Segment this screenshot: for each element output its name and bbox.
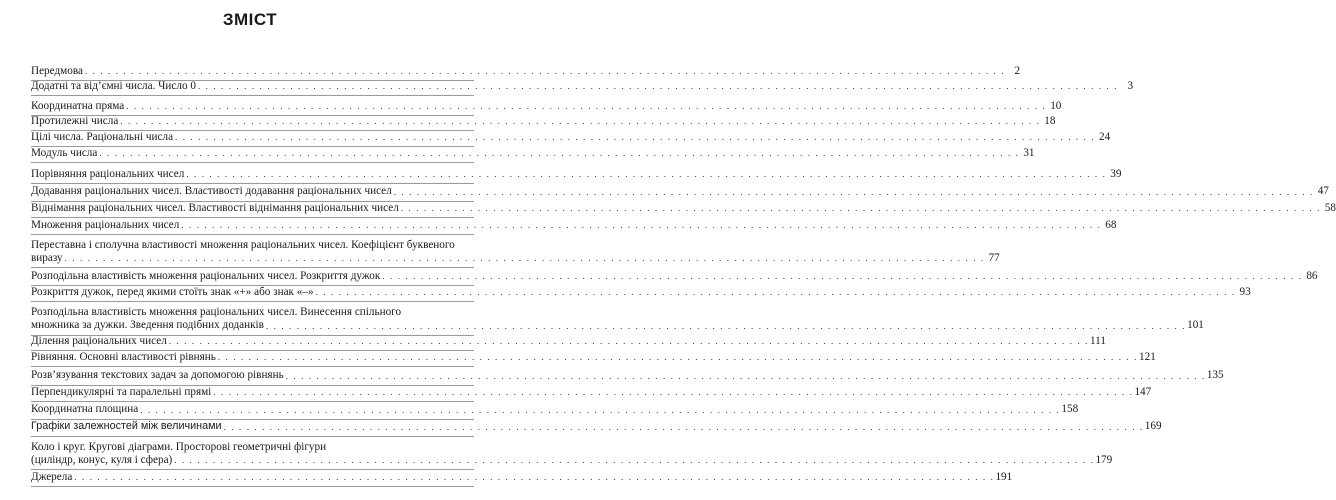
dot-leader: . . . . . . . . . . . . . . . . . . . . . . . . . . . . . . . . . . . . . . . . . . . . . . . . . . . . . . . . . . . . . . . . . . . . . . . . . . . . . . . . . . . . . . . . . . . . . . . . . . . . . . . . . . . . . . . . . . . . . . . . — [197, 81, 1119, 92]
toc-entry-title: Розкриття дужок, перед якими стоїть знак «+» або знак «–» — [31, 285, 314, 298]
toc-page-number: 179 — [1095, 453, 1113, 466]
toc-entry-title: виразу — [31, 251, 63, 264]
toc-entry[interactable] — [31, 115, 1056, 131]
toc-entry-title-line: Переставна і сполучна властивості множення раціональних чисел. Коефіцієнт буквеного — [31, 238, 455, 251]
toc-page-number: 10 — [1050, 99, 1062, 112]
toc-entry-title: Рівняння. Основні властивості рівнянь — [31, 351, 216, 364]
toc-entry-title: Порівняння раціональних чисел — [31, 167, 185, 180]
toc-page-number: 147 — [1134, 385, 1152, 398]
toc-page-number: 18 — [1044, 115, 1056, 128]
toc-entry-title: Розв’язування текстових задач за допомогою рівнянь — [31, 369, 284, 382]
toc-entry-title: Додатні та від’ємні числа. Число 0 — [31, 80, 196, 93]
dot-leader: . . . . . . . . . . . . . . . . . . . . . . . . . . . . . . . . . . . . . . . . . . . . . . . . . . . . . . . . . . . . . . . . . . . . . . . . . . . . . . . . . . . . . . . . . . . . . . . . . . . . . . . . . . . . . . . . . . . . . . . . — [168, 336, 1089, 347]
toc-entry[interactable] — [31, 302, 1204, 336]
toc-entry[interactable] — [31, 163, 1122, 184]
toc-entry[interactable] — [31, 184, 1329, 202]
dot-leader: . . . . . . . . . . . . . . . . . . . . . . . . . . . . . . . . . . . . . . . . . . . . . . . . . . . . . . . . . . . . . . . . . . . . . . . . . . . . . . . . . . . . . . . . . . . . . . . . . . . . . . . . . . . . . . . . . . . . . . . . — [181, 220, 1102, 231]
toc-entry[interactable] — [31, 218, 1117, 235]
toc-page-number: 121 — [1139, 351, 1156, 364]
toc-page-number: 24 — [1099, 131, 1111, 144]
toc-entry-title: Координатна пряма — [31, 99, 125, 112]
dot-leader: . . . . . . . . . . . . . . . . . . . . . . . . . . . . . . . . . . . . . . . . . . . . . . . . . . . . . . . . . . . . . . . . . . . . . . . . . . . . . . . . . . . . . . . . . . . . . . . . . . . . . . . . . . . . . . . . . . . . . . . . — [126, 100, 1047, 111]
toc-page-number: 101 — [1187, 319, 1204, 332]
toc-page-number: 2 — [1014, 64, 1021, 77]
toc-page-number: 31 — [1023, 146, 1035, 159]
toc-entry-title: Координатна площина — [31, 403, 139, 416]
toc-entry[interactable] — [31, 268, 1318, 286]
page-title: ЗМІСТ — [222, 10, 278, 29]
toc-entry[interactable] — [31, 96, 1062, 116]
toc-page-number: 39 — [1110, 167, 1122, 180]
toc-entry-title: Цілі числа. Раціональні числа — [31, 131, 174, 144]
toc-entry-title: Графіки залежностей між величинами — [31, 420, 222, 433]
dot-leader: . . . . . . . . . . . . . . . . . . . . . . . . . . . . . . . . . . . . . . . . . . . . . . . . . . . . . . . . . . . . . . . . . . . . . . . . . . . . . . . . . . . . . . . . . . . . . . . . . . . . . . . . . . . . . . . . . . . . . . . . — [64, 253, 985, 264]
toc-entry[interactable] — [31, 470, 1013, 487]
dot-leader: . . . . . . . . . . . . . . . . . . . . . . . . . . . . . . . . . . . . . . . . . . . . . . . . . . . . . . . . . . . . . . . . . . . . . . . . . . . . . . . . . . . . . . . . . . . . . . . . . . . . . . . . . . . . . . . . . . . . . . . . — [393, 186, 1314, 197]
toc-entry-title: Модуль числа — [31, 146, 98, 159]
toc-page-number: 86 — [1306, 269, 1318, 282]
toc-page-number: 77 — [988, 251, 1000, 264]
toc-entry-title-line: Коло і круг. Кругові діаграми. Просторові геометричні фігури — [31, 440, 327, 453]
toc-page-number: 68 — [1105, 218, 1117, 231]
dot-leader: . . . . . . . . . . . . . . . . . . . . . . . . . . . . . . . . . . . . . . . . . . . . . . . . . . . . . . . . . . . . . . . . . . . . . . . . . . . . . . . . . . . . . . . . . . . . . . . . . . . . . . . . . . . . . . . . . . . . . . . . — [140, 404, 1061, 415]
toc-entry[interactable] — [31, 351, 1156, 367]
toc-entry[interactable] — [31, 367, 1224, 385]
toc-entry[interactable] — [31, 202, 1336, 219]
toc-page-number: 58 — [1324, 202, 1336, 215]
toc-page-number: 93 — [1239, 285, 1251, 298]
dot-leader: . . . . . . . . . . . . . . . . . . . . . . . . . . . . . . . . . . . . . . . . . . . . . . . . . . . . . . . . . . . . . . . . . . . . . . . . . . . . . . . . . . . . . . . . . . . . . . . . . . . . . . . . . . . . . . . . . . . . . . . . — [174, 455, 1095, 466]
toc-page-number: 191 — [995, 470, 1013, 483]
table-of-contents — [31, 64, 1336, 487]
dot-leader: . . . . . . . . . . . . . . . . . . . . . . . . . . . . . . . . . . . . . . . . . . . . . . . . . . . . . . . . . . . . . . . . . . . . . . . . . . . . . . . . . . . . . . . . . . . . . . . . . . . . . . . . . . . . . . . . . . . . . . . . — [84, 66, 1006, 77]
toc-page-number: 169 — [1144, 420, 1162, 433]
dot-leader: . . . . . . . . . . . . . . . . . . . . . . . . . . . . . . . . . . . . . . . . . . . . . . . . . . . . . . . . . . . . . . . . . . . . . . . . . . . . . . . . . . . . . . . . . . . . . . . . . . . . . . . . . . . . . . . . . . . . . . . . — [285, 370, 1206, 381]
dot-leader: . . . . . . . . . . . . . . . . . . . . . . . . . . . . . . . . . . . . . . . . . . . . . . . . . . . . . . . . . . . . . . . . . . . . . . . . . . . . . . . . . . . . . . . . . . . . . . . . . . . . . . . . . . . . . . . . . . . . . . . . — [74, 472, 995, 483]
dot-leader: . . . . . . . . . . . . . . . . . . . . . . . . . . . . . . . . . . . . . . . . . . . . . . . . . . . . . . . . . . . . . . . . . . . . . . . . . . . . . . . . . . . . . . . . . . . . . . . . . . . . . . . . . . . . . . . . . . . . . . . . — [175, 132, 1096, 143]
toc-entry-title: Розподільна властивість множення раціональних чисел. Розкриття дужок — [31, 269, 381, 282]
toc-entry[interactable] — [31, 80, 1134, 96]
toc-entry[interactable] — [31, 131, 1111, 147]
toc-entry-title-line: Розподільна властивість множення раціональних чисел. Винесення спільного — [31, 306, 402, 319]
toc-entry-title: Додавання раціональних чисел. Властивості додавання раціональних чисел — [31, 185, 392, 198]
dot-leader: . . . . . . . . . . . . . . . . . . . . . . . . . . . . . . . . . . . . . . . . . . . . . . . . . . . . . . . . . . . . . . . . . . . . . . . . . . . . . . . . . . . . . . . . . . . . . . . . . . . . . . . . . . . . . . . . . . . . . . . . — [213, 387, 1134, 398]
toc-page-number: 3 — [1127, 80, 1134, 93]
toc-entry-title: Передмова — [31, 64, 83, 77]
dot-leader: . . . . . . . . . . . . . . . . . . . . . . . . . . . . . . . . . . . . . . . . . . . . . . . . . . . . . . . . . . . . . . . . . . . . . . . . . . . . . . . . . . . . . . . . . . . . . . . . . . . . . . . . . . . . . . . . . . . . . . . . — [382, 271, 1303, 282]
toc-entry[interactable] — [31, 385, 1152, 403]
toc-entry[interactable] — [31, 402, 1079, 420]
dot-leader: . . . . . . . . . . . . . . . . . . . . . . . . . . . . . . . . . . . . . . . . . . . . . . . . . . . . . . . . . . . . . . . . . . . . . . . . . . . . . . . . . . . . . . . . . . . . . . . . . . . . . . . . . . . . . . . . . . . . . . . . — [223, 421, 1144, 432]
toc-entry-title: Протилежні числа — [31, 115, 119, 128]
toc-entry-title: (циліндр, конус, куля і сфера) — [31, 453, 173, 466]
toc-page-number: 135 — [1206, 369, 1224, 382]
toc-entry[interactable] — [31, 146, 1035, 163]
toc-entry[interactable] — [31, 335, 1106, 352]
dot-leader: . . . . . . . . . . . . . . . . . . . . . . . . . . . . . . . . . . . . . . . . . . . . . . . . . . . . . . . . . . . . . . . . . . . . . . . . . . . . . . . . . . . . . . . . . . . . . . . . . . . . . . . . . . . . . . . . . . . . . . . . — [99, 148, 1020, 159]
toc-page-number: 111 — [1089, 335, 1106, 347]
toc-entry-title: Перпендикулярні та паралельні прямі — [31, 385, 212, 398]
toc-entry[interactable] — [31, 64, 1021, 81]
dot-leader: . . . . . . . . . . . . . . . . . . . . . . . . . . . . . . . . . . . . . . . . . . . . . . . . . . . . . . . . . . . . . . . . . . . . . . . . . . . . . . . . . . . . . . . . . . . . . . . . . . . . . . . . . . . . . . . . . . . . . . . . — [217, 352, 1138, 363]
toc-page-number: 158 — [1061, 403, 1079, 416]
toc-entry-title: Віднімання раціональних чисел. Властивості віднімання раціональних чисел — [31, 202, 399, 215]
toc-entry-title: Множення раціональних чисел — [31, 218, 180, 231]
toc-entry[interactable] — [31, 235, 1000, 268]
toc-entry[interactable] — [31, 437, 1113, 470]
toc-page-number: 47 — [1317, 185, 1329, 198]
dot-leader: . . . . . . . . . . . . . . . . . . . . . . . . . . . . . . . . . . . . . . . . . . . . . . . . . . . . . . . . . . . . . . . . . . . . . . . . . . . . . . . . . . . . . . . . . . . . . . . . . . . . . . . . . . . . . . . . . . . . . . . . — [120, 116, 1041, 127]
toc-entry-title: множника за дужки. Зведення подібних доданків — [31, 319, 264, 332]
dot-leader: . . . . . . . . . . . . . . . . . . . . . . . . . . . . . . . . . . . . . . . . . . . . . . . . . . . . . . . . . . . . . . . . . . . . . . . . . . . . . . . . . . . . . . . . . . . . . . . . . . . . . . . . . . . . . . . . . . . . . . . . — [265, 320, 1187, 331]
dot-leader: . . . . . . . . . . . . . . . . . . . . . . . . . . . . . . . . . . . . . . . . . . . . . . . . . . . . . . . . . . . . . . . . . . . . . . . . . . . . . . . . . . . . . . . . . . . . . . . . . . . . . . . . . . . . . . . . . . . . . . . . — [186, 169, 1107, 180]
toc-entry[interactable] — [31, 420, 1162, 437]
toc-entry-title: Ділення раціональних чисел — [31, 335, 167, 347]
dot-leader: . . . . . . . . . . . . . . . . . . . . . . . . . . . . . . . . . . . . . . . . . . . . . . . . . . . . . . . . . . . . . . . . . . . . . . . . . . . . . . . . . . . . . . . . . . . . . . . . . . . . . . . . . . . . . . . . . . . . . . . . — [315, 287, 1236, 298]
toc-entry-title: Джерела — [31, 470, 73, 483]
dot-leader: . . . . . . . . . . . . . . . . . . . . . . . . . . . . . . . . . . . . . . . . . . . . . . . . . . . . . . . . . . . . . . . . . . . . . . . . . . . . . . . . . . . . . . . . . . . . . . . . . . . . . . . . . . . . . . . . . . . . . . . . — [400, 203, 1321, 214]
toc-entry[interactable] — [31, 285, 1251, 302]
